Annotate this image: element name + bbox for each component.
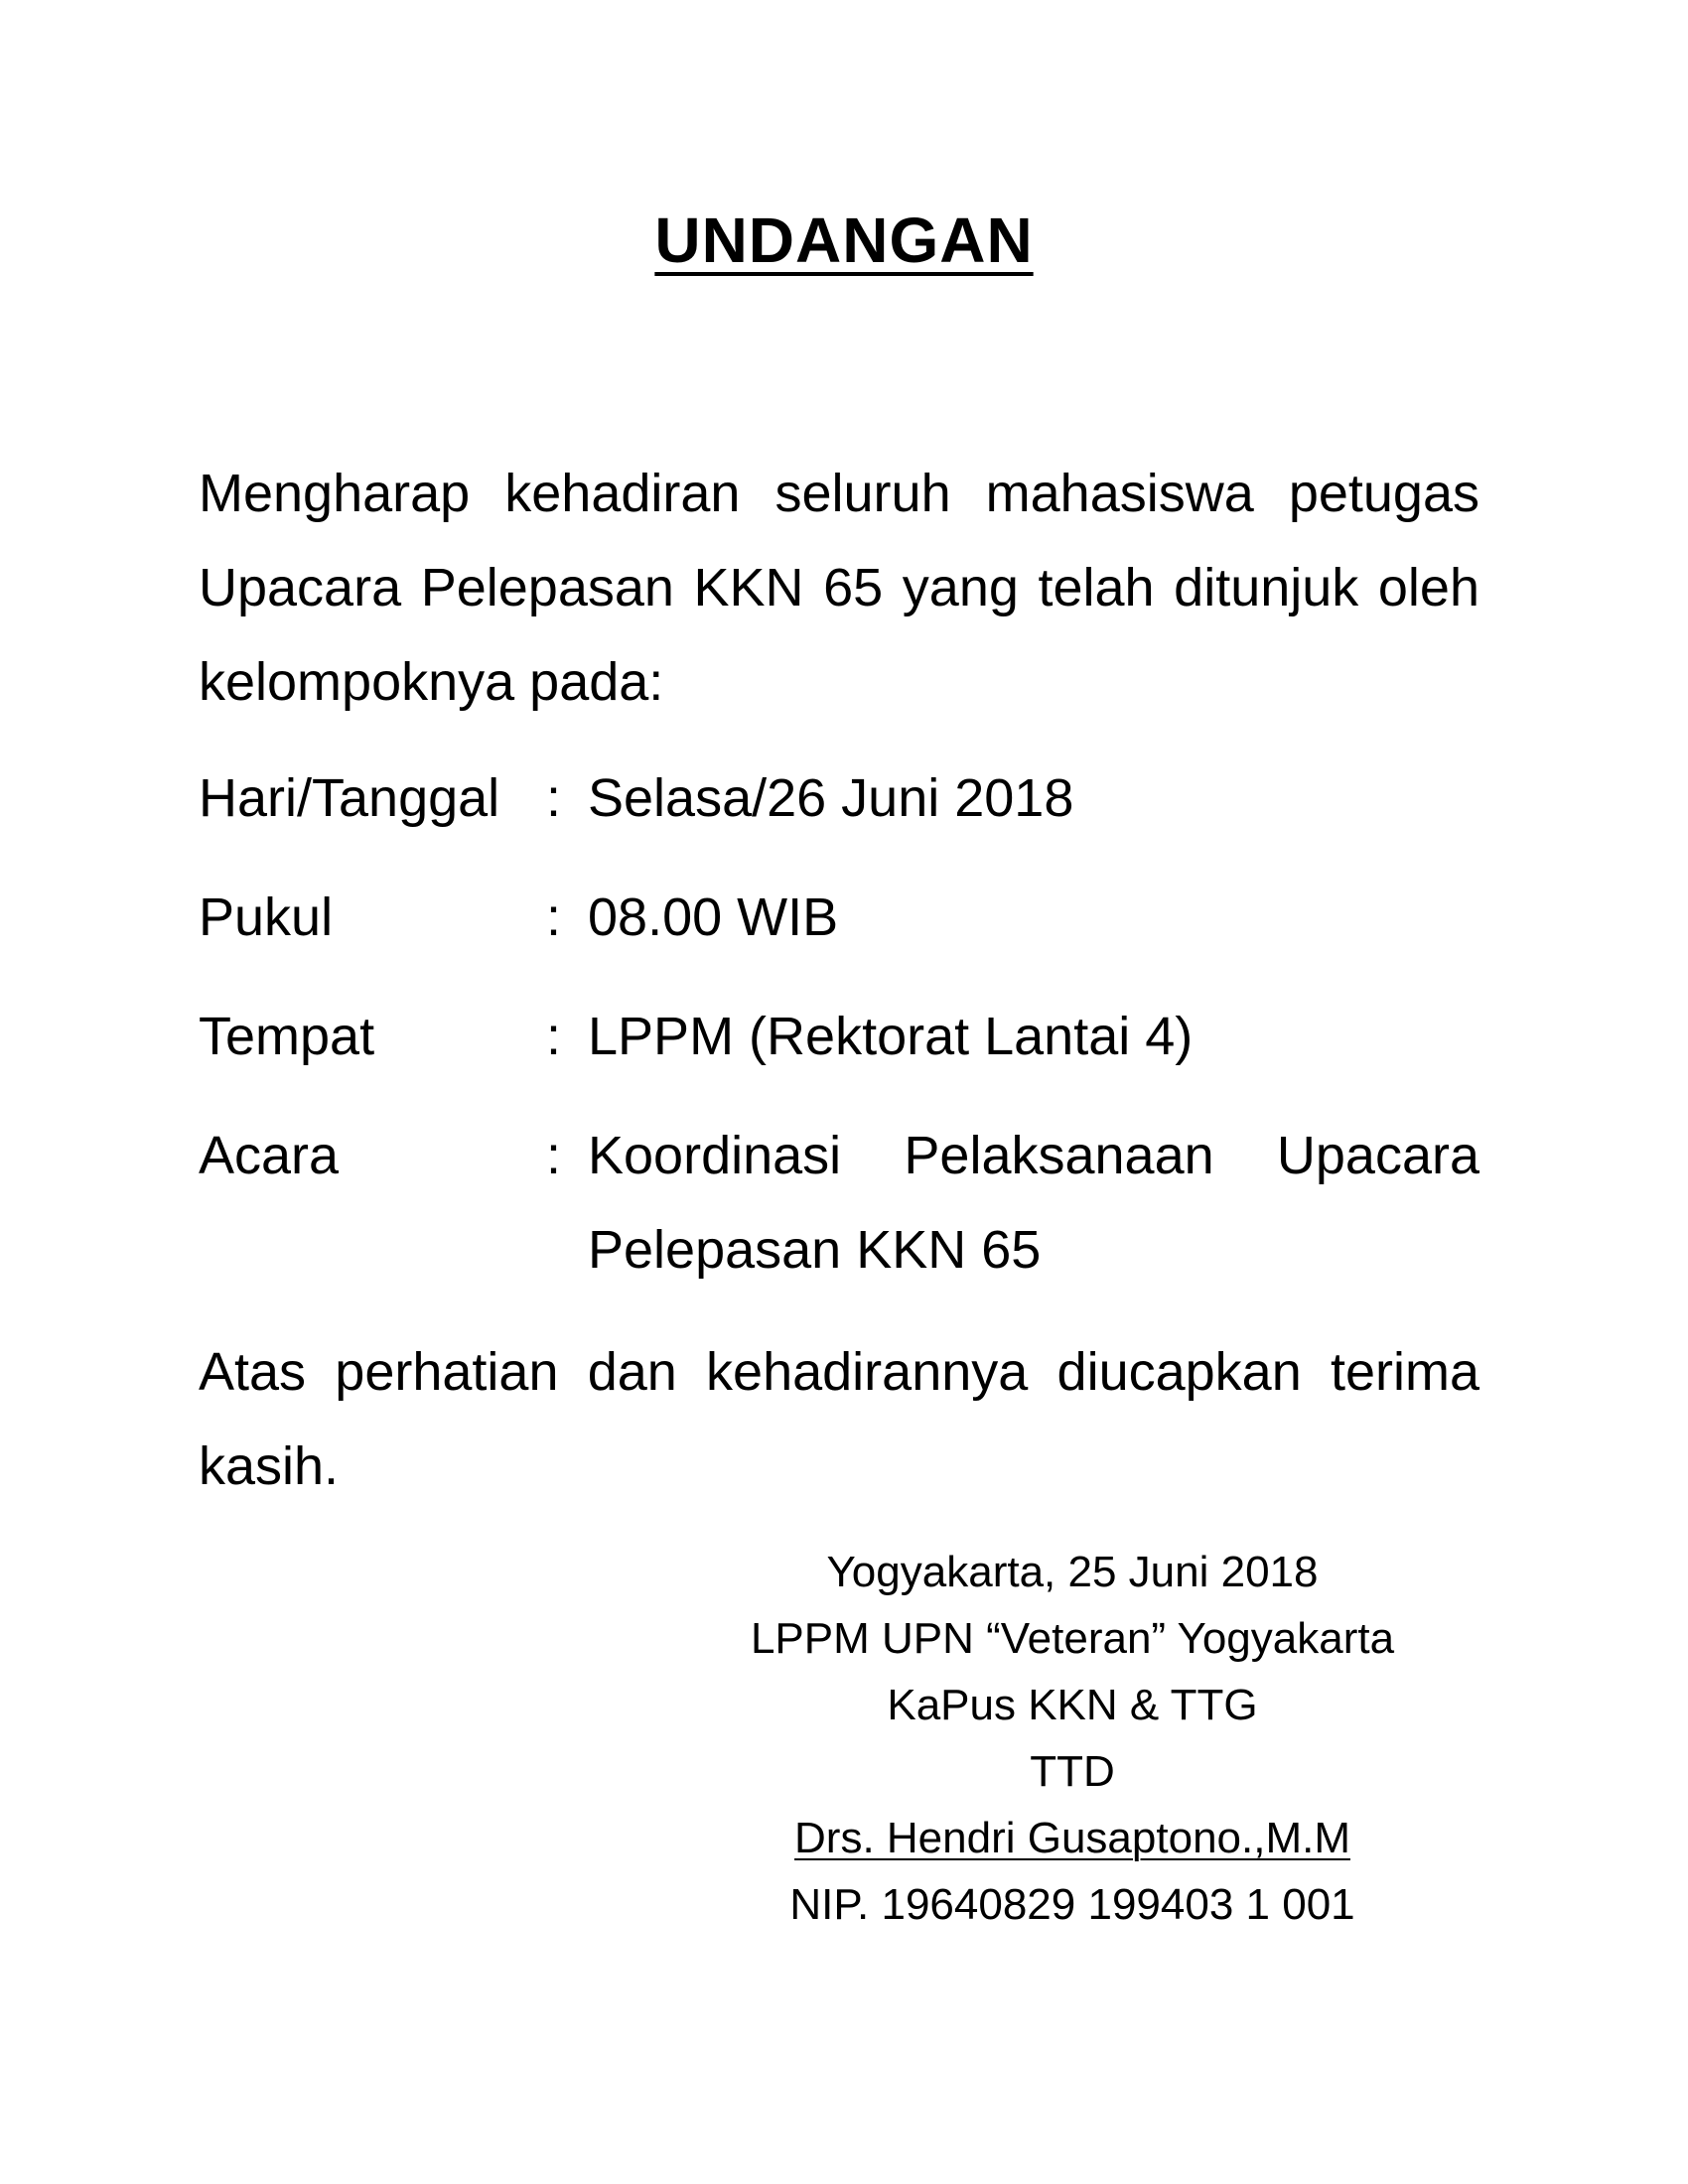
signer-name: Drs. Hendri Gusaptono.,M.M (794, 1814, 1350, 1862)
signer-nip: NIP. 19640829 199403 1 001 (789, 1880, 1355, 1929)
detail-colon: : (546, 887, 562, 947)
detail-colon: : (546, 1126, 562, 1185)
detail-label: Acara (199, 1126, 340, 1185)
closing-paragraph: Atas perhatian dan kehadirannya diucapkan terima kasih. (199, 1342, 1479, 1496)
document-title: UNDANGAN (654, 205, 1034, 276)
place-date: Yogyakarta, 25 Juni 2018 (826, 1548, 1319, 1596)
detail-label: Tempat (199, 1007, 375, 1066)
institution-name: LPPM UPN “Veteran” Yogyakarta (750, 1614, 1395, 1663)
signature-block (675, 1539, 1470, 1938)
detail-colon: : (546, 1007, 562, 1066)
detail-label: Hari/Tanggal (199, 768, 500, 828)
signed-mark: TTD (1030, 1747, 1115, 1796)
detail-value: Koordinasi Pelaksanaan Upacara Pelepasan KKN 65 (588, 1126, 1479, 1280)
detail-value: LPPM (Rektorat Lantai 4) (588, 1007, 1194, 1066)
intro-paragraph: Mengharap kehadiran seluruh mahasiswa petugas Upacara Pelepasan KKN 65 yang telah ditunjuk oleh kelompoknya pada: (199, 464, 1479, 712)
detail-value: Selasa/26 Juni 2018 (588, 768, 1074, 828)
detail-value: 08.00 WIB (588, 887, 839, 947)
signer-position: KaPus KKN & TTG (887, 1681, 1258, 1729)
detail-label: Pukul (199, 887, 334, 947)
detail-colon: : (546, 768, 562, 828)
